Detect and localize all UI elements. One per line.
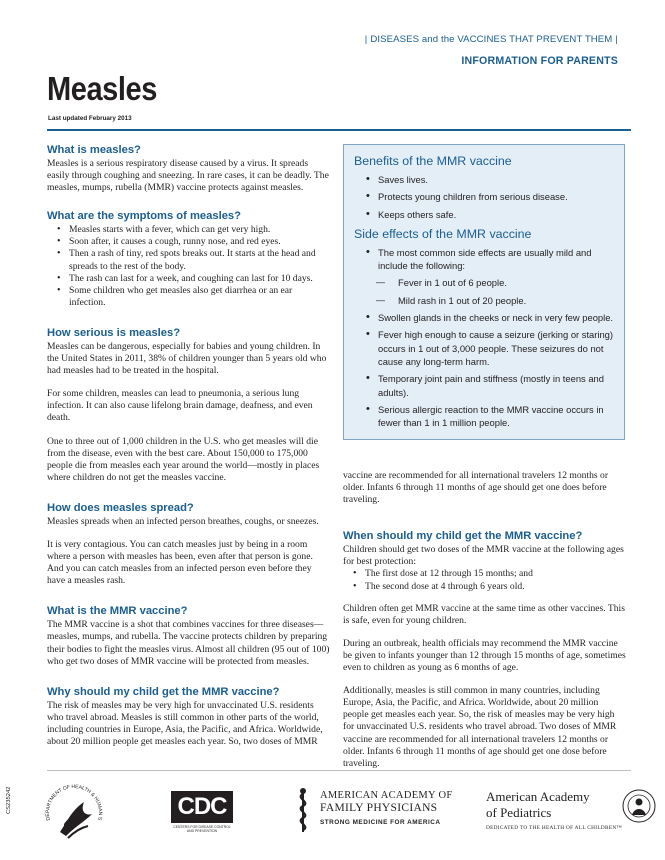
- divider-bar: |: [615, 34, 618, 45]
- aap-line1: American Academy: [486, 789, 590, 804]
- section-symptoms: [47, 210, 330, 309]
- list-item: • The rash can last for a week, and coughing can last for 10 days.: [57, 273, 330, 285]
- left-column: [47, 144, 330, 748]
- section-body: Measles can be dangerous, especially for babies and young children. In the United States in 2011, 38% of children younger than 5 years old who had measles had to be treated in the hospital.: [47, 340, 327, 377]
- section-what-is: [47, 144, 330, 194]
- section-body: Additionally, measles is still common in many countries, including Europe, Asia, the Pacific, and Africa. Worldwide, about 20 million people get measles each year. So, the risk of measles may be very high for unvaccinated U.S. residents who travel abroad. Two doses of MMR vaccine are recommended for all international travelers 12 months or older. Infants 6 through 11 months of age should get one dose before traveling.: [343, 685, 617, 769]
- section-body: vaccine are recommended for all international travelers 12 months or older. Infants 6 through 11 months of age should get one does before traveling.: [343, 470, 609, 506]
- section-heading: When should my child get the MMR vaccine?: [343, 530, 583, 543]
- section-mmr: [47, 605, 330, 667]
- header-rule: [47, 129, 631, 131]
- section-body: It is very contagious. You can catch measles just by being in a room where a person with measles has been, even after that person is gone. And you can catch measles from an infected person even before they have a measles rash.: [47, 538, 313, 587]
- symptoms-list: [57, 224, 330, 309]
- caduceus-icon: [293, 786, 313, 834]
- hhs-eagle-icon: [40, 780, 108, 848]
- section-heading: Why should my child get the MMR vaccine?: [47, 685, 280, 698]
- cdc-subtitle: CENTERS FOR DISEASE CONTROL AND PREVENTION: [173, 825, 231, 833]
- section-heading: How does measles spread?: [47, 501, 194, 514]
- cdc-logo: [171, 791, 233, 835]
- section-body: Children often get MMR vaccine at the same time as other vaccines. This is safe, even for young children.: [343, 602, 625, 626]
- list-item: • The first dose at 12 through 15 months; and: [353, 568, 626, 580]
- side-effects-list: [366, 246, 614, 430]
- section-body: The risk of measles may be very high for unvaccinated U.S. residents who travel abroad. Measles is still common in other parts of the world, including countries in Europe, Asia, the Pacific, and Africa. Worldwide, about 20 million people get measles each year. So, two doses of MMR: [47, 699, 323, 747]
- list-item: • Swollen glands in the cheeks or neck in very few people.: [366, 311, 614, 324]
- section-heading: How serious is measles?: [47, 326, 181, 339]
- section-heading: What are the symptoms of measles?: [47, 210, 241, 223]
- section-heading: What is the MMR vaccine?: [47, 605, 188, 618]
- section-body: One to three out of 1,000 children in the U.S. who get measles will die from the disease, even with the best care. About 150,000 to 175,000 people die from measles each year around the world—mostly in places where children do not get the measles vaccine.: [47, 435, 320, 483]
- section-why: [47, 686, 330, 748]
- aafp-line1: AMERICAN ACADEMY OF: [320, 790, 453, 801]
- sub-list-item: — Fever in 1 out of 6 people.: [376, 276, 614, 289]
- series-tagline: [362, 34, 621, 45]
- list-item: • Soon after, it causes a cough, runny nose, and red eyes.: [57, 236, 330, 248]
- section-body: Measles spreads when an infected person breathes, coughs, or sneezes.: [47, 515, 319, 527]
- section-heading: What is measles?: [47, 144, 141, 156]
- footer-rule: [47, 770, 631, 771]
- list-item: • Then a rash of tiny, red spots breaks out. It starts at the head and spreads to the rest of the body.: [57, 248, 330, 272]
- list-item: • The second dose at 4 through 6 years old.: [353, 581, 626, 593]
- mmr-info-box: [343, 144, 625, 440]
- audience-label: INFORMATION FOR PARENTS: [461, 55, 618, 67]
- list-item: • Temporary joint pain and stiffness (mostly in teens and adults).: [366, 372, 614, 399]
- list-item: • Some children who get measles also get diarrhea or an ear infection.: [57, 285, 330, 309]
- list-item: • Saves lives.: [366, 173, 614, 186]
- hhs-logo: [40, 780, 108, 848]
- box-heading-side-effects: Side effects of the MMR vaccine: [354, 226, 532, 241]
- page-title: Measles: [47, 70, 157, 107]
- document-code: CS235242: [6, 786, 12, 814]
- aafp-logo: [293, 786, 468, 836]
- hhs-seal-text: DEPARTMENT OF HEALTH & HUMAN S: [44, 783, 104, 821]
- aafp-line2: FAMILY PHYSICIANS: [320, 802, 438, 814]
- aap-logo: [486, 789, 661, 839]
- right-column: [343, 470, 626, 770]
- continued-text: [343, 470, 626, 506]
- section-body: The MMR vaccine is a shot that combines vaccines for three diseases—measles, mumps, and rubella. The vaccine protects children by preparing their bodies to fight the measles virus. Almost all children (95 out of 100) who get two doses of MMR vaccine will be protected from measles.: [47, 619, 330, 667]
- aap-seal-icon: [622, 789, 656, 823]
- section-body: Measles is a serious respiratory disease caused by a virus. It spreads easily through coughing and sneezing. In rare cases, it can be deadly. The measles, mumps, rubella (MMR) vaccine protects against measles.: [47, 158, 329, 194]
- benefits-list: [366, 173, 614, 221]
- sub-list-item: — Mild rash in 1 out of 20 people.: [376, 294, 614, 307]
- cdc-wordmark: CDC: [171, 791, 233, 823]
- aafp-tagline: STRONG MEDICINE FOR AMERICA: [320, 819, 441, 826]
- section-body: Children should get two doses of the MMR vaccine at the following ages for best protection:: [343, 544, 624, 568]
- aap-line2: of Pediatrics: [486, 805, 552, 820]
- list-item: • Serious allergic reaction to the MMR vaccine occurs in fewer than 1 in 1 million people.: [366, 403, 614, 430]
- section-body: For some children, measles can lead to pneumonia, a serious lung infection. It can also cause lifelong brain damage, deafness, and even death.: [47, 388, 313, 424]
- divider-bar: |: [364, 34, 368, 45]
- list-item: • Measles starts with a fever, which can get very high.: [57, 224, 330, 236]
- section-spread: [47, 502, 330, 587]
- list-item: • Keeps others safe.: [366, 208, 614, 221]
- list-item: • Protects young children from serious disease.: [366, 190, 614, 203]
- section-serious: [47, 327, 330, 484]
- list-item: • The most common side effects are usually mild and include the following:: [366, 246, 614, 273]
- box-heading-benefits: Benefits of the MMR vaccine: [354, 154, 512, 168]
- list-item: • Fever high enough to cause a seizure (jerking or staring) occurs in 1 out of 3,000 people. These seizures do not cause any long-term harm.: [366, 328, 614, 368]
- section-when: [343, 530, 626, 770]
- dose-list: [353, 568, 626, 592]
- aap-tagline: DEDICATED TO THE HEALTH OF ALL CHILDREN™: [486, 825, 622, 831]
- section-body: During an outbreak, health officials may recommend the MMR vaccine be given to infants younger than 12 through 15 months of age, sometimes even to children as young as 6 months of age.: [343, 637, 626, 674]
- tagline-text: DISEASES and the VACCINES THAT PREVENT THEM: [370, 34, 613, 45]
- last-updated: Last updated February 2013: [48, 115, 132, 122]
